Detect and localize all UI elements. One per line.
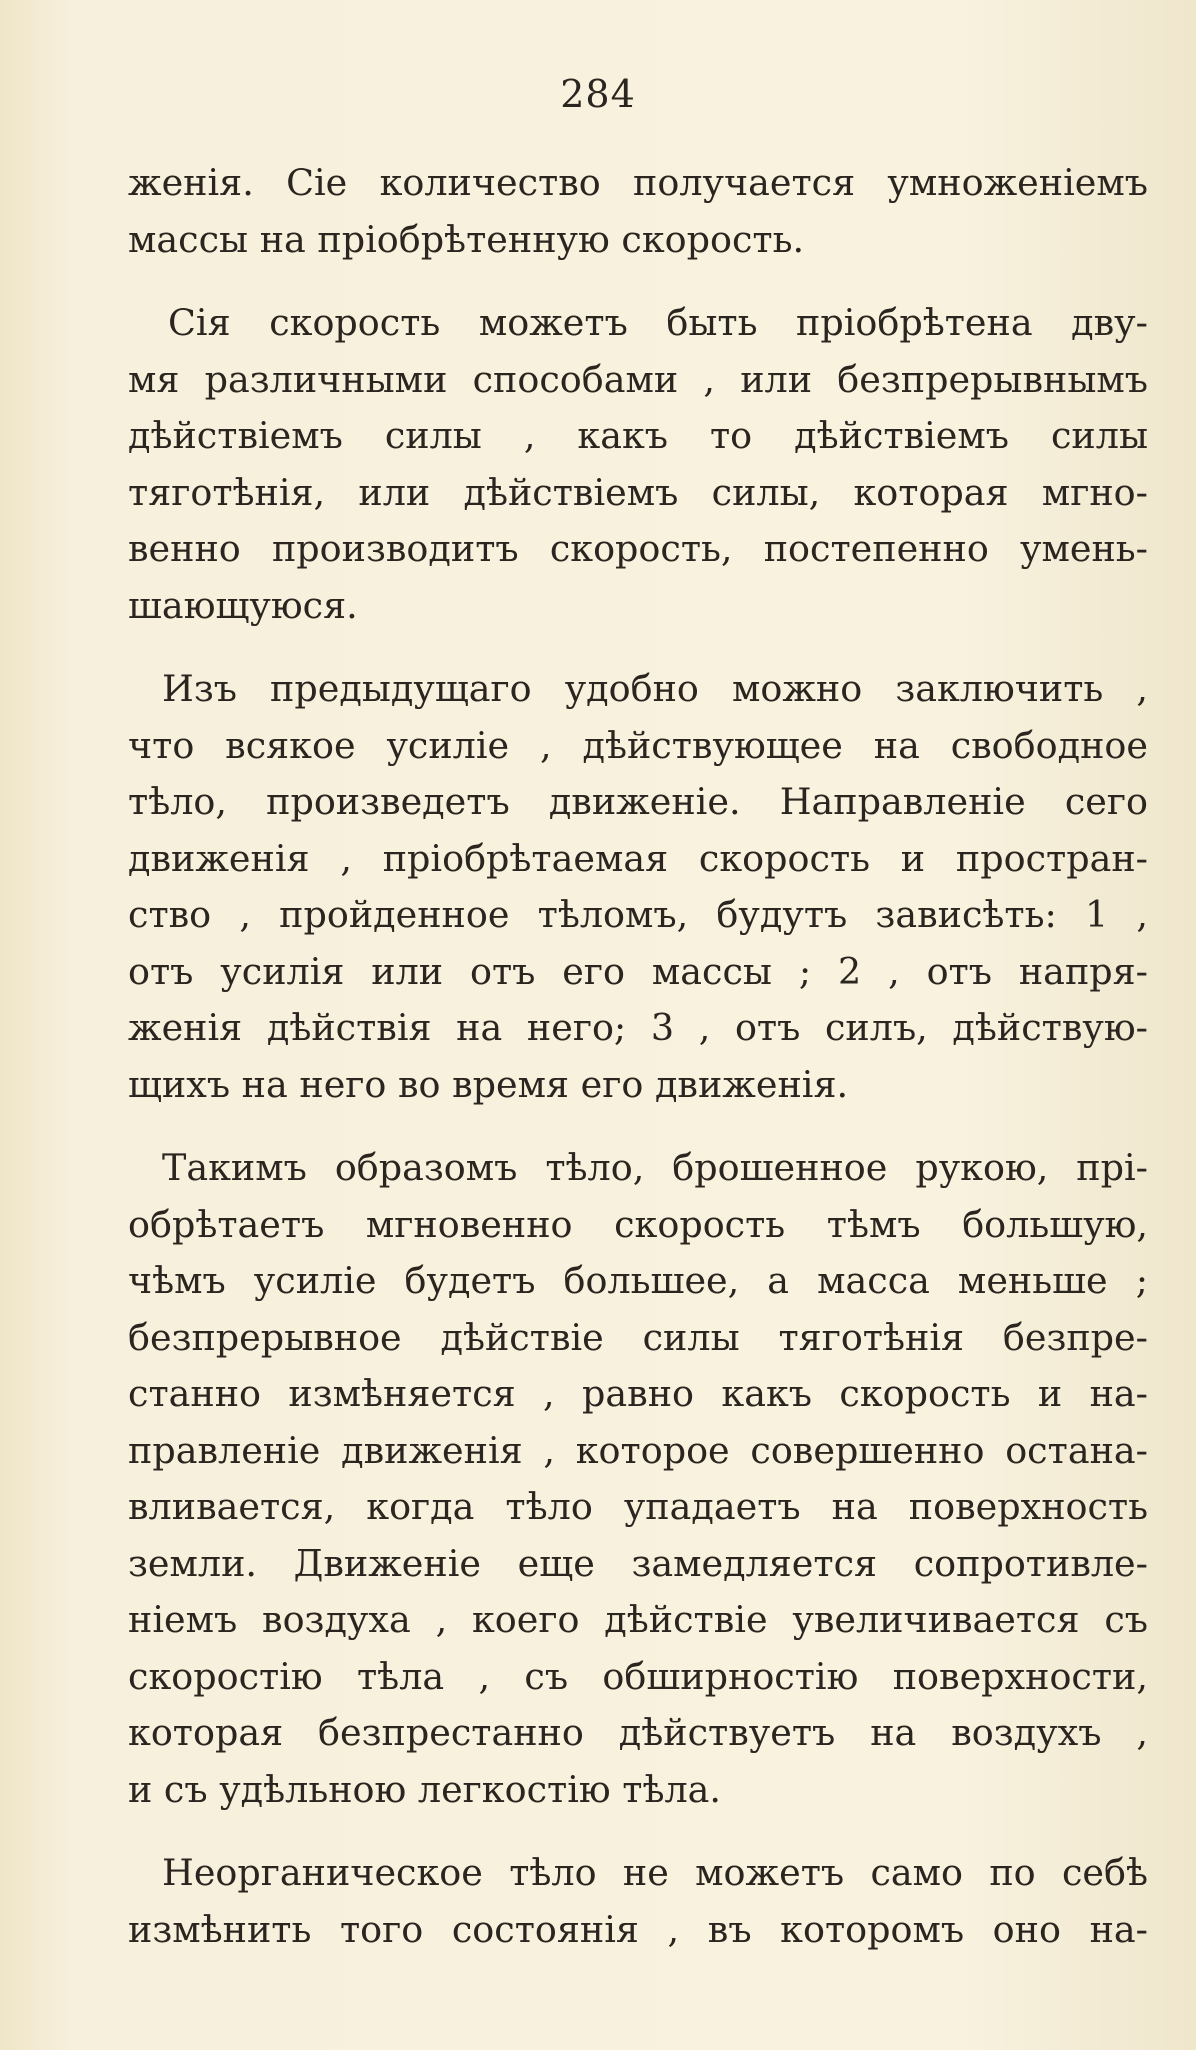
text-line: которая безпрестанно дѣйствуетъ на воздухъ , bbox=[128, 1711, 1148, 1754]
text-line: и съ удѣльною легкостію тѣла. bbox=[128, 1767, 722, 1811]
text-line: правленіе движенія , которое совершенно остана- bbox=[128, 1428, 1148, 1472]
text-line: движенія , пріобрѣтаемая скорость и простран- bbox=[128, 836, 1148, 880]
text-line: земли. Движеніе еще замедляется сопротивле- bbox=[128, 1541, 1148, 1585]
paragraph-2 bbox=[128, 295, 1148, 634]
text-line: чѣмъ усиліе будетъ большее, а масса меньше ; bbox=[128, 1259, 1148, 1302]
text-line: тяготѣнія, или дѣйствіемъ силы, которая мгно- bbox=[128, 470, 1148, 514]
text-line: отъ усилія или отъ его массы ; 2 , отъ напря- bbox=[128, 949, 1148, 993]
text-line: шающуюся. bbox=[128, 583, 358, 627]
text-line: мя различными способами , или безпрерывнымъ bbox=[128, 357, 1148, 401]
paragraph-4 bbox=[128, 1140, 1148, 1818]
text-line: Изъ предыдущаго удобно можно заключить , bbox=[162, 667, 1148, 710]
paragraph-3 bbox=[128, 661, 1148, 1113]
text-line: женія дѣйствія на него; 3 , отъ силъ, дѣйствую- bbox=[128, 1006, 1148, 1049]
text-line: ство , пройденное тѣломъ, будутъ зависѣть: 1 , bbox=[128, 893, 1148, 936]
text-line: ніемъ воздуха , коего дѣйствіе увеличивается съ bbox=[128, 1598, 1148, 1641]
text-line: тѣло, произведетъ движеніе. Направленіе сего bbox=[128, 780, 1148, 823]
text-line: массы на пріобрѣтенную скорость. bbox=[128, 217, 805, 261]
text-line: вливается, когда тѣло упадаетъ на поверхность bbox=[128, 1485, 1148, 1528]
text-line: Неорганическое тѣло не можетъ само по себѣ bbox=[162, 1851, 1148, 1894]
body-text bbox=[128, 155, 1148, 1985]
text-line: венно производитъ скорость, постепенно умень- bbox=[128, 527, 1148, 570]
text-line: Такимъ образомъ тѣло, брошенное рукою, прі- bbox=[162, 1146, 1148, 1189]
text-line: Сія скорость можетъ быть пріобрѣтена дву- bbox=[168, 301, 1148, 344]
text-line: измѣнить того состоянія , въ которомъ оно на- bbox=[128, 1907, 1148, 1951]
text-line: безпрерывное дѣйствіе силы тяготѣнія безпре- bbox=[128, 1315, 1148, 1359]
text-line: станно измѣняется , равно какъ скорость и на- bbox=[128, 1372, 1148, 1415]
text-line: скоростію тѣла , съ обширностію поверхности, bbox=[128, 1654, 1148, 1698]
paragraph-1 bbox=[128, 155, 1148, 268]
page-number: 284 bbox=[560, 72, 636, 116]
text-line: дѣйствіемъ силы , какъ то дѣйствіемъ силы bbox=[128, 414, 1148, 457]
text-line: женія. Сіе количество получается умноженіемъ bbox=[128, 161, 1148, 204]
text-line: обрѣтаетъ мгновенно скорость тѣмъ большую, bbox=[128, 1202, 1148, 1246]
paragraph-5 bbox=[128, 1845, 1148, 1958]
text-line: щихъ на него во время его движенія. bbox=[128, 1062, 849, 1106]
text-line: что всякое усиліе , дѣйствующее на свободное bbox=[128, 723, 1148, 767]
